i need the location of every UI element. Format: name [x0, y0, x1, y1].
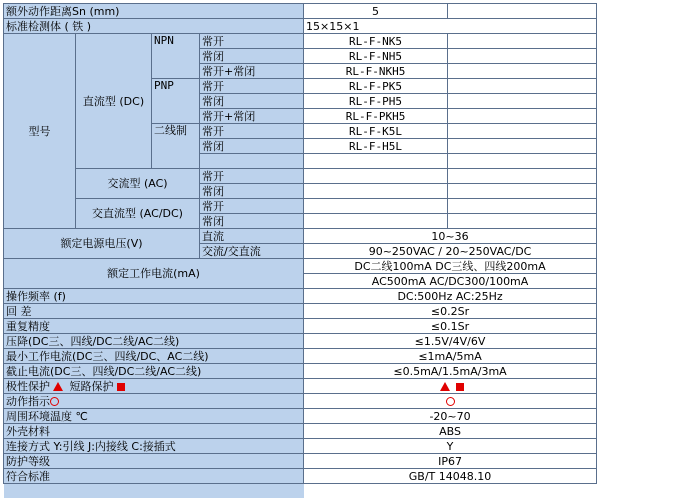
empty-cell — [448, 139, 597, 154]
empty-cell — [304, 169, 448, 184]
standard-value: GB/T 14048.10 — [304, 469, 597, 484]
spec-table — [3, 3, 597, 498]
npn-label: NPN — [152, 34, 200, 79]
empty-cell — [448, 169, 597, 184]
acdc-nc: 常闭 — [200, 214, 304, 229]
empty-cell — [448, 124, 597, 139]
drop-label: 压降(DC三、四线/DC二线/AC二线) — [4, 334, 304, 349]
red-square-icon — [117, 383, 125, 391]
sn-value: 5 — [304, 4, 448, 19]
empty-cell — [200, 154, 304, 169]
protection-value: IP67 — [304, 454, 597, 469]
empty-cell — [448, 64, 597, 79]
ac-no: 常开 — [200, 169, 304, 184]
acdc-value: 90~250VAC / 20~250VAC/DC — [304, 244, 597, 259]
acdc-no: 常开 — [200, 199, 304, 214]
table-row — [4, 454, 597, 469]
cutoff-label: 截止电流(DC三、四线/DC二线/AC二线) — [4, 364, 304, 379]
two-wire-nc: 常闭 — [200, 139, 304, 154]
table-row — [4, 4, 597, 19]
table-row — [4, 259, 597, 274]
table-row — [4, 229, 597, 244]
red-circle-icon — [446, 397, 455, 406]
acdc-label: 交流/交直流 — [200, 244, 304, 259]
two-wire-label: 二线制 — [152, 124, 200, 169]
model-k5l: RL-F-K5L — [304, 124, 448, 139]
table-row — [4, 439, 597, 454]
table-row — [4, 334, 597, 349]
npn-no-nc: 常开+常闭 — [200, 64, 304, 79]
repeat-value: ≤0.1Sr — [304, 319, 597, 334]
red-square-icon — [456, 383, 464, 391]
cutoff-value: ≤0.5mA/1.5mA/3mA — [304, 364, 597, 379]
empty-cell — [448, 184, 597, 199]
empty-cell — [448, 214, 597, 229]
table-row — [4, 349, 597, 364]
empty-cell — [448, 154, 597, 169]
empty-cell — [304, 154, 448, 169]
pnp-no: 常开 — [200, 79, 304, 94]
dc-value: 10~36 — [304, 229, 597, 244]
housing-value: ABS — [304, 424, 597, 439]
model-nk5: RL-F-NK5 — [304, 34, 448, 49]
rated-current-label: 额定工作电流(mA) — [4, 259, 304, 289]
freq-value: DC:500Hz AC:25Hz — [304, 289, 597, 304]
red-triangle-icon — [53, 382, 63, 391]
empty-cell — [448, 109, 597, 124]
rated-voltage-label: 额定电源电压(V) — [4, 229, 200, 259]
empty-cell — [4, 484, 304, 498]
freq-label: 操作频率 (f) — [4, 289, 304, 304]
table-row — [4, 289, 597, 304]
min-current-value: ≤1mA/5mA — [304, 349, 597, 364]
model-ph5: RL-F-PH5 — [304, 94, 448, 109]
hysteresis-value: ≤0.2Sr — [304, 304, 597, 319]
empty-cell — [304, 199, 448, 214]
npn-no: 常开 — [200, 34, 304, 49]
drop-value: ≤1.5V/4V/6V — [304, 334, 597, 349]
pnp-label: PNP — [152, 79, 200, 124]
model-h5l: RL-F-H5L — [304, 139, 448, 154]
empty-cell — [304, 214, 448, 229]
table-row — [4, 469, 597, 484]
protection-label: 防护等级 — [4, 454, 304, 469]
table-row — [4, 319, 597, 334]
indicator-row-label — [4, 394, 304, 409]
npn-nc: 常闭 — [200, 49, 304, 64]
temp-value: -20~70 — [304, 409, 597, 424]
table-row — [4, 484, 597, 498]
indicator-row-value — [304, 394, 597, 409]
table-row — [4, 394, 597, 409]
ac-type-label: 交流型 (AC) — [76, 169, 200, 199]
indicator-label: 动作指示 — [6, 395, 50, 408]
dc-label: 直流 — [200, 229, 304, 244]
housing-label: 外壳材料 — [4, 424, 304, 439]
ac-nc: 常闭 — [200, 184, 304, 199]
empty-cell — [448, 34, 597, 49]
table-row — [4, 169, 597, 184]
dc-type-label: 直流型 (DC) — [76, 34, 152, 169]
connect-value: Y — [304, 439, 597, 454]
model-nh5: RL-F-NH5 — [304, 49, 448, 64]
empty-cell — [304, 484, 597, 498]
acdc-type-label: 交直流型 (AC/DC) — [76, 199, 200, 229]
empty-cell — [448, 199, 597, 214]
rated-current-value-2: AC500mA AC/DC300/100mA — [304, 274, 597, 289]
model-nkh5: RL-F-NKH5 — [304, 64, 448, 79]
table-row — [4, 424, 597, 439]
polarity-label: 极性保护 — [6, 380, 50, 393]
short-label: 短路保护 — [70, 380, 114, 393]
table-row — [4, 364, 597, 379]
empty-cell — [448, 79, 597, 94]
standard-label: 符合标准 — [4, 469, 304, 484]
sn-label: 额外动作距离Sn (mm) — [4, 4, 304, 19]
model-pkh5: RL-F-PKH5 — [304, 109, 448, 124]
pnp-no-nc: 常开+常闭 — [200, 109, 304, 124]
protection-row-label — [4, 379, 304, 394]
min-current-label: 最小工作电流(DC三、四线/DC、AC二线) — [4, 349, 304, 364]
model-pk5: RL-F-PK5 — [304, 79, 448, 94]
table-row — [4, 409, 597, 424]
red-circle-icon — [50, 397, 59, 406]
table-row — [4, 304, 597, 319]
pnp-nc: 常闭 — [200, 94, 304, 109]
red-triangle-icon — [440, 382, 450, 391]
empty-cell — [448, 4, 597, 19]
rated-current-value-1: DC二线100mA DC三线、四线200mA — [304, 259, 597, 274]
temp-label: 周围环境温度 ℃ — [4, 409, 304, 424]
empty-cell — [448, 94, 597, 109]
model-label: 型号 — [4, 34, 76, 229]
target-value: 15×15×1 — [304, 19, 597, 34]
empty-cell — [304, 184, 448, 199]
protection-row-value — [304, 379, 597, 394]
two-wire-no: 常开 — [200, 124, 304, 139]
hysteresis-label: 回 差 — [4, 304, 304, 319]
table-row — [4, 379, 597, 394]
table-row — [4, 34, 597, 49]
target-label: 标准检测体 ( 铁 ) — [4, 19, 304, 34]
repeat-label: 重复精度 — [4, 319, 304, 334]
table-row — [4, 199, 597, 214]
table-row — [4, 19, 597, 34]
connect-label: 连接方式 Y:引线 J:内接线 C:接插式 — [4, 439, 304, 454]
empty-cell — [448, 49, 597, 64]
